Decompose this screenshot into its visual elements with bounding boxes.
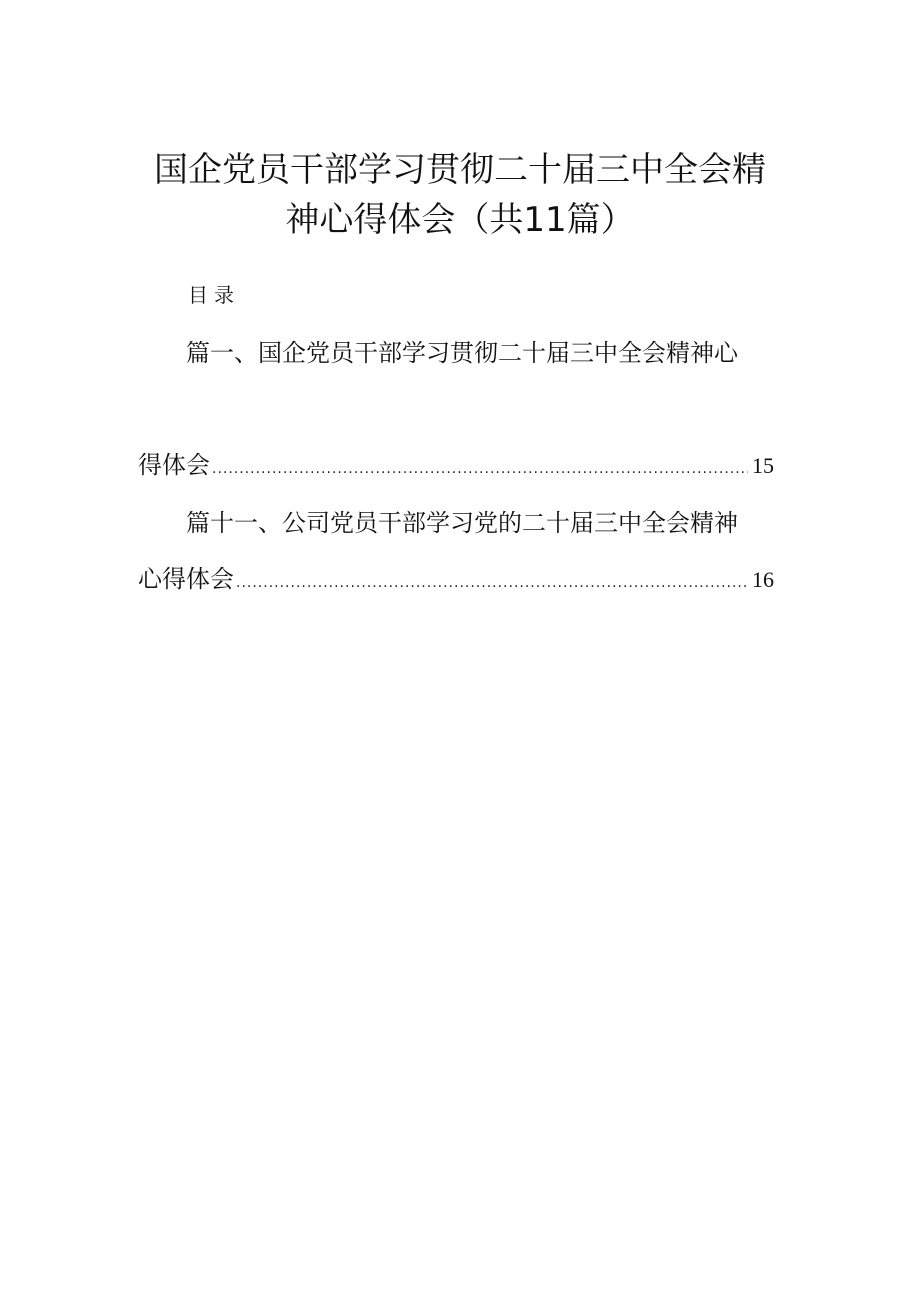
toc-heading: 目录 — [188, 283, 240, 307]
toc-entry-2-title[interactable]: 篇十一、公司党员干部学习党的二十届三中全会精神 — [186, 509, 738, 537]
toc-dot-leader — [212, 454, 748, 484]
toc-entry-2-title-end: 心得体会 — [138, 565, 234, 593]
toc-entry-2-continuation[interactable] — [138, 564, 774, 598]
toc-entry-1-title[interactable]: 篇一、国企党员干部学习贯彻二十届三中全会精神心 — [186, 339, 738, 367]
toc-entry-1-continuation[interactable] — [138, 450, 774, 484]
toc-entry-1-title-end: 得体会 — [138, 451, 210, 479]
document-title-line-1: 国企党员干部学习贯彻二十届三中全会精 — [154, 150, 766, 190]
toc-dot-leader — [236, 568, 748, 598]
document-title-line-2: 神心得体会（共11篇） — [285, 200, 635, 240]
toc-entry-2-page-number: 16 — [752, 567, 774, 592]
toc-entry-1-page-number: 15 — [752, 453, 774, 478]
